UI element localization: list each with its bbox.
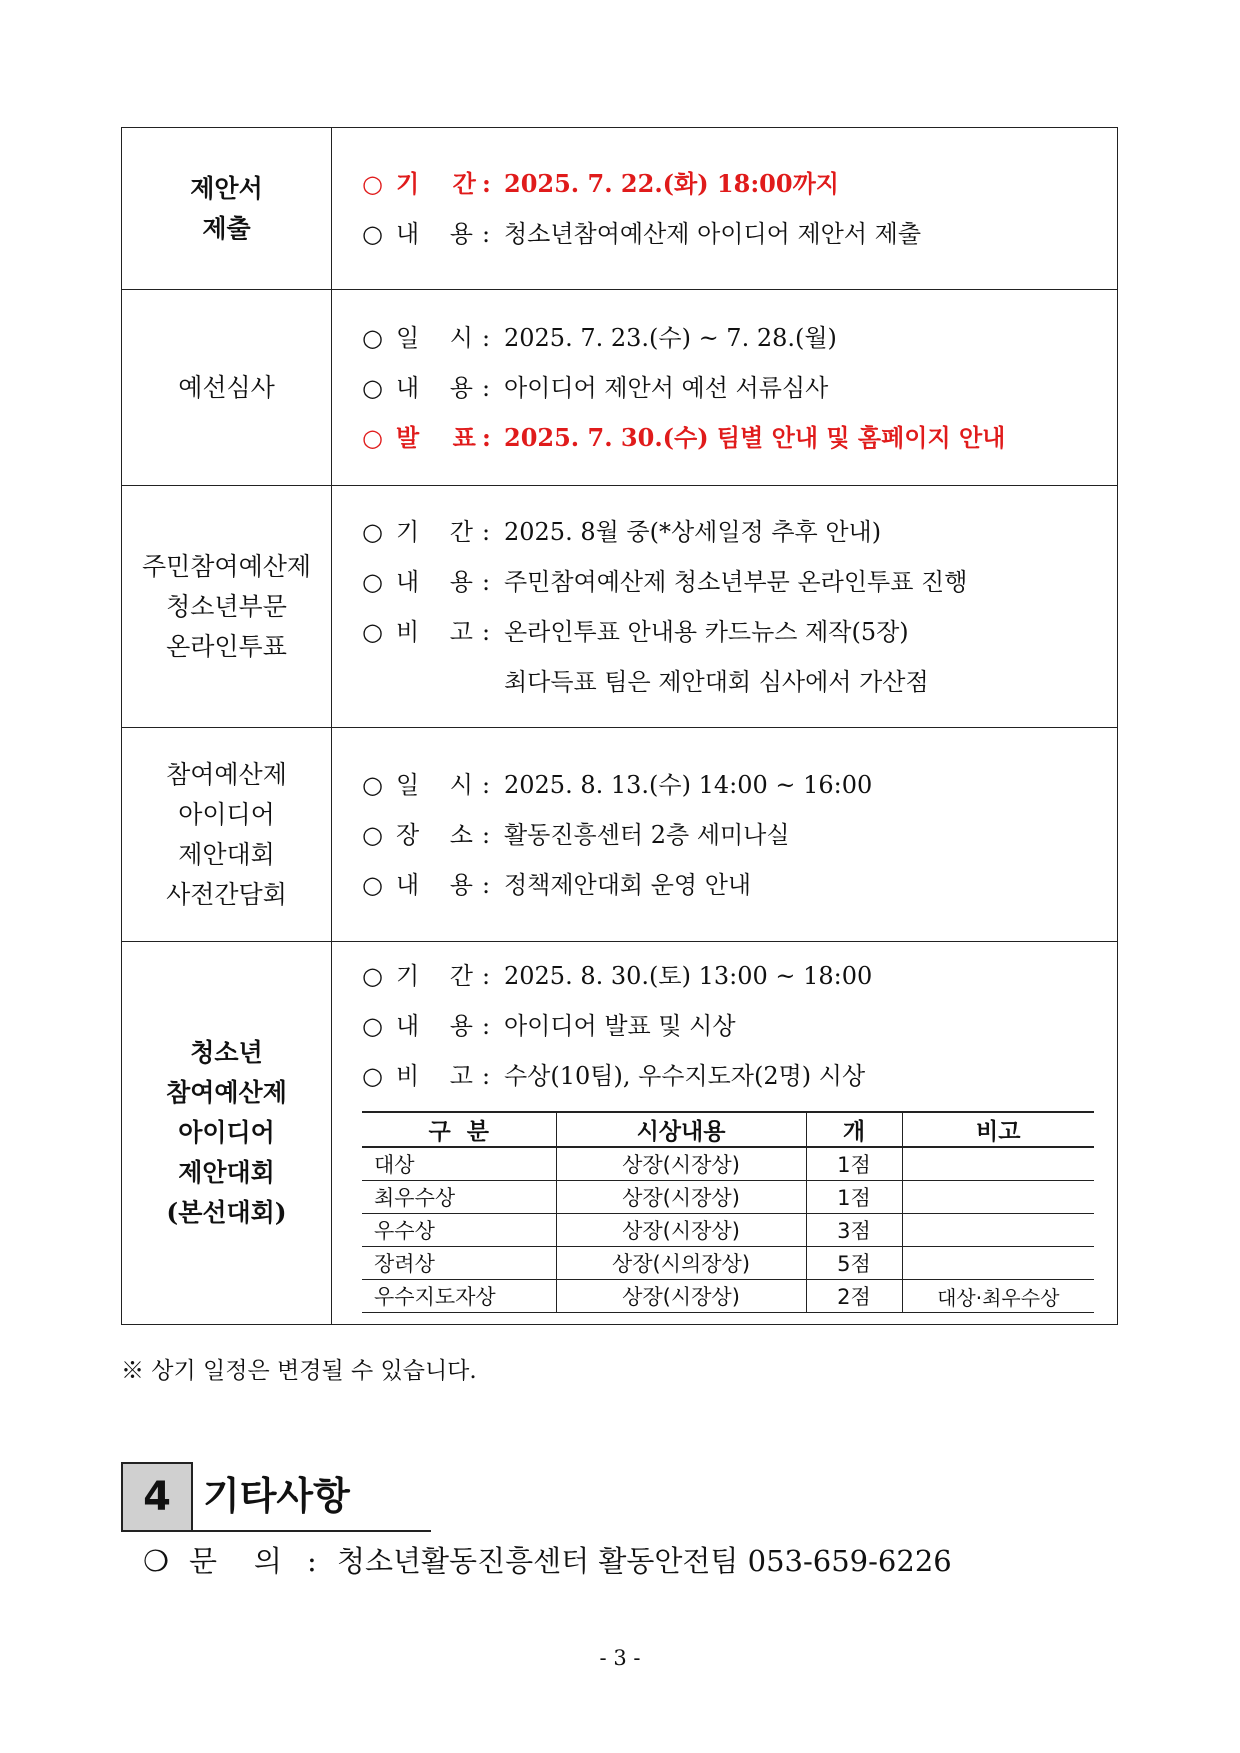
line-label: 내 용 — [396, 870, 473, 899]
schedule-table — [121, 127, 1118, 1325]
content-cell — [332, 942, 1118, 1325]
awards-row — [362, 1147, 1094, 1181]
line-text: 2025. 8. 13.(수) 14:00 ~ 16:00 — [504, 770, 873, 799]
award-note — [902, 1181, 1094, 1214]
line-text: 최다득표 팀은 제안대회 심사에서 가산점 — [504, 667, 929, 696]
schedule-line — [362, 159, 1117, 209]
awards-row — [362, 1214, 1094, 1247]
line-label: 내 용 — [396, 373, 473, 402]
line-text: 2025. 7. 30.(수) 팀별 안내 및 홈페이지 안내 — [504, 422, 1006, 452]
category-line: 온라인투표 — [166, 631, 287, 661]
page-number: - 3 - — [599, 1646, 641, 1670]
awards-row — [362, 1280, 1094, 1313]
awards-header-row — [362, 1112, 1094, 1147]
circle-bullet-icon: ○ — [362, 870, 383, 899]
contact-line — [143, 1536, 952, 1586]
schedule-line — [362, 209, 1117, 259]
award-content: 상장(시의장상) — [556, 1247, 806, 1280]
colon: : — [482, 770, 491, 799]
award-name: 최우수상 — [362, 1181, 556, 1214]
colon: : — [482, 219, 491, 248]
row-proposal-submission — [122, 128, 1118, 290]
line-label: 기 간 — [396, 517, 473, 546]
line-label: 일 시 — [396, 770, 473, 799]
line-label: 일 시 — [396, 323, 473, 352]
category-line: 청소년부문 — [166, 591, 287, 621]
schedule-line — [362, 1051, 1117, 1101]
award-count: 2점 — [806, 1280, 902, 1313]
line-text: 정책제안대회 운영 안내 — [504, 870, 752, 899]
awards-header: 개 — [806, 1112, 902, 1147]
award-note: 대상·최우수상 — [902, 1280, 1094, 1313]
section-underline — [193, 1530, 431, 1532]
category-line: 제출 — [202, 213, 251, 243]
section-title: 기타사항 — [203, 1474, 350, 1518]
circle-bullet-icon: ○ — [362, 219, 383, 248]
award-note — [902, 1214, 1094, 1247]
circle-bullet-icon: ○ — [362, 323, 383, 352]
awards-header: 시상내용 — [556, 1112, 806, 1147]
category-line: (본선대회) — [166, 1198, 287, 1227]
category-line: 참여예산제 — [166, 759, 287, 789]
circle-bullet-icon: ○ — [362, 373, 383, 402]
category-line: 사전간담회 — [166, 879, 287, 909]
category-line: 제안대회 — [178, 839, 275, 869]
awards-row — [362, 1181, 1094, 1214]
schedule-line — [362, 1001, 1117, 1051]
row-pre-meeting — [122, 728, 1118, 942]
line-text: 아이디어 발표 및 시상 — [504, 1012, 736, 1040]
award-note — [902, 1147, 1094, 1181]
line-text: 청소년참여예산제 아이디어 제안서 제출 — [504, 219, 922, 248]
colon: : — [482, 870, 491, 899]
line-text: 주민참여예산제 청소년부문 온라인투표 진행 — [504, 567, 968, 596]
circle-bullet-icon: ❍ — [143, 1544, 169, 1578]
awards-header: 구 분 — [362, 1112, 556, 1147]
line-text: 온라인투표 안내용 카드뉴스 제작(5장) — [504, 617, 909, 646]
category-line: 아이디어 — [178, 1118, 275, 1147]
category-cell — [122, 486, 332, 728]
colon: : — [307, 1544, 317, 1578]
line-text: 2025. 8월 중(*상세일정 추후 안내) — [504, 517, 882, 546]
colon: : — [482, 323, 491, 352]
category-cell — [122, 290, 332, 486]
colon: : — [482, 373, 491, 402]
content-cell — [332, 486, 1118, 728]
circle-bullet-icon: ○ — [362, 422, 383, 452]
colon: : — [482, 517, 491, 546]
schedule-line — [362, 507, 1117, 557]
award-note — [902, 1247, 1094, 1280]
award-count: 1점 — [806, 1147, 902, 1181]
line-label: 내 용 — [396, 1012, 473, 1040]
category-line: 아이디어 — [178, 799, 275, 829]
section-heading — [121, 1462, 431, 1532]
category-line: 제안대회 — [178, 1158, 275, 1187]
award-name: 우수상 — [362, 1214, 556, 1247]
line-text: 2025. 7. 22.(화) 18:00까지 — [504, 168, 839, 198]
category-cell — [122, 942, 332, 1325]
schedule-line-continuation — [362, 657, 1117, 707]
category-line: 예선심사 — [178, 372, 275, 402]
line-label: 비 고 — [396, 1062, 473, 1090]
award-count: 1점 — [806, 1181, 902, 1214]
award-content: 상장(시장상) — [556, 1214, 806, 1247]
circle-bullet-icon: ○ — [362, 770, 383, 799]
colon: : — [482, 168, 491, 198]
circle-bullet-icon: ○ — [362, 168, 383, 198]
colon: : — [482, 962, 491, 990]
category-line: 청소년 — [190, 1038, 263, 1067]
category-line: 주민참여예산제 — [141, 551, 312, 581]
awards-header: 비고 — [902, 1112, 1094, 1147]
line-label: 비 고 — [396, 617, 473, 646]
schedule-line — [362, 607, 1117, 657]
line-label: 내 용 — [396, 567, 473, 596]
circle-bullet-icon: ○ — [362, 820, 383, 849]
awards-row — [362, 1247, 1094, 1280]
colon: : — [482, 820, 491, 849]
line-text: 2025. 7. 23.(수) ~ 7. 28.(월) — [504, 323, 837, 352]
category-line: 참여예산제 — [166, 1078, 287, 1107]
colon: : — [482, 422, 491, 452]
award-count: 5점 — [806, 1247, 902, 1280]
award-count: 3점 — [806, 1214, 902, 1247]
award-content: 상장(시장상) — [556, 1280, 806, 1313]
content-cell — [332, 728, 1118, 942]
contact-label: 문 의 — [189, 1544, 282, 1578]
content-cell — [332, 128, 1118, 290]
line-label: 내 용 — [396, 219, 473, 248]
category-line: 제안서 — [190, 173, 263, 203]
schedule-line — [362, 860, 1117, 910]
schedule-line — [362, 951, 1117, 1001]
circle-bullet-icon: ○ — [362, 617, 383, 646]
award-name: 우수지도자상 — [362, 1280, 556, 1313]
schedule-line — [362, 413, 1117, 463]
colon: : — [482, 1062, 491, 1090]
schedule-line — [362, 760, 1117, 810]
schedule-line — [362, 313, 1117, 363]
circle-bullet-icon: ○ — [362, 517, 383, 546]
award-name: 대상 — [362, 1147, 556, 1181]
colon: : — [482, 1012, 491, 1040]
contact-text: 청소년활동진흥센터 활동안전팀 053-659-6226 — [337, 1544, 952, 1578]
section-number: 4 — [121, 1462, 193, 1532]
schedule-line — [362, 810, 1117, 860]
category-cell — [122, 128, 332, 290]
circle-bullet-icon: ○ — [362, 567, 383, 596]
circle-bullet-icon: ○ — [362, 1062, 383, 1090]
colon: : — [482, 567, 491, 596]
schedule-line — [362, 363, 1117, 413]
circle-bullet-icon: ○ — [362, 1012, 383, 1040]
row-online-vote — [122, 486, 1118, 728]
line-label: 장 소 — [396, 820, 473, 849]
line-label: 기 간 — [396, 168, 476, 198]
schedule-change-note: ※ 상기 일정은 변경될 수 있습니다. — [121, 1358, 477, 1384]
circle-bullet-icon: ○ — [362, 962, 383, 990]
row-final-contest — [122, 942, 1118, 1325]
row-preliminary-review — [122, 290, 1118, 486]
colon: : — [482, 617, 491, 646]
line-text: 아이디어 제안서 예선 서류심사 — [504, 373, 829, 402]
schedule-line — [362, 557, 1117, 607]
award-name: 장려상 — [362, 1247, 556, 1280]
content-cell — [332, 290, 1118, 486]
award-content: 상장(시장상) — [556, 1147, 806, 1181]
category-cell — [122, 728, 332, 942]
line-label: 발 표 — [396, 422, 476, 452]
line-text: 2025. 8. 30.(토) 13:00 ~ 18:00 — [504, 962, 873, 990]
line-label: 기 간 — [396, 962, 473, 990]
line-text: 활동진흥센터 2층 세미나실 — [504, 820, 790, 849]
line-text: 수상(10팀), 우수지도자(2명) 시상 — [504, 1062, 866, 1090]
award-content: 상장(시장상) — [556, 1181, 806, 1214]
awards-table — [362, 1111, 1094, 1313]
